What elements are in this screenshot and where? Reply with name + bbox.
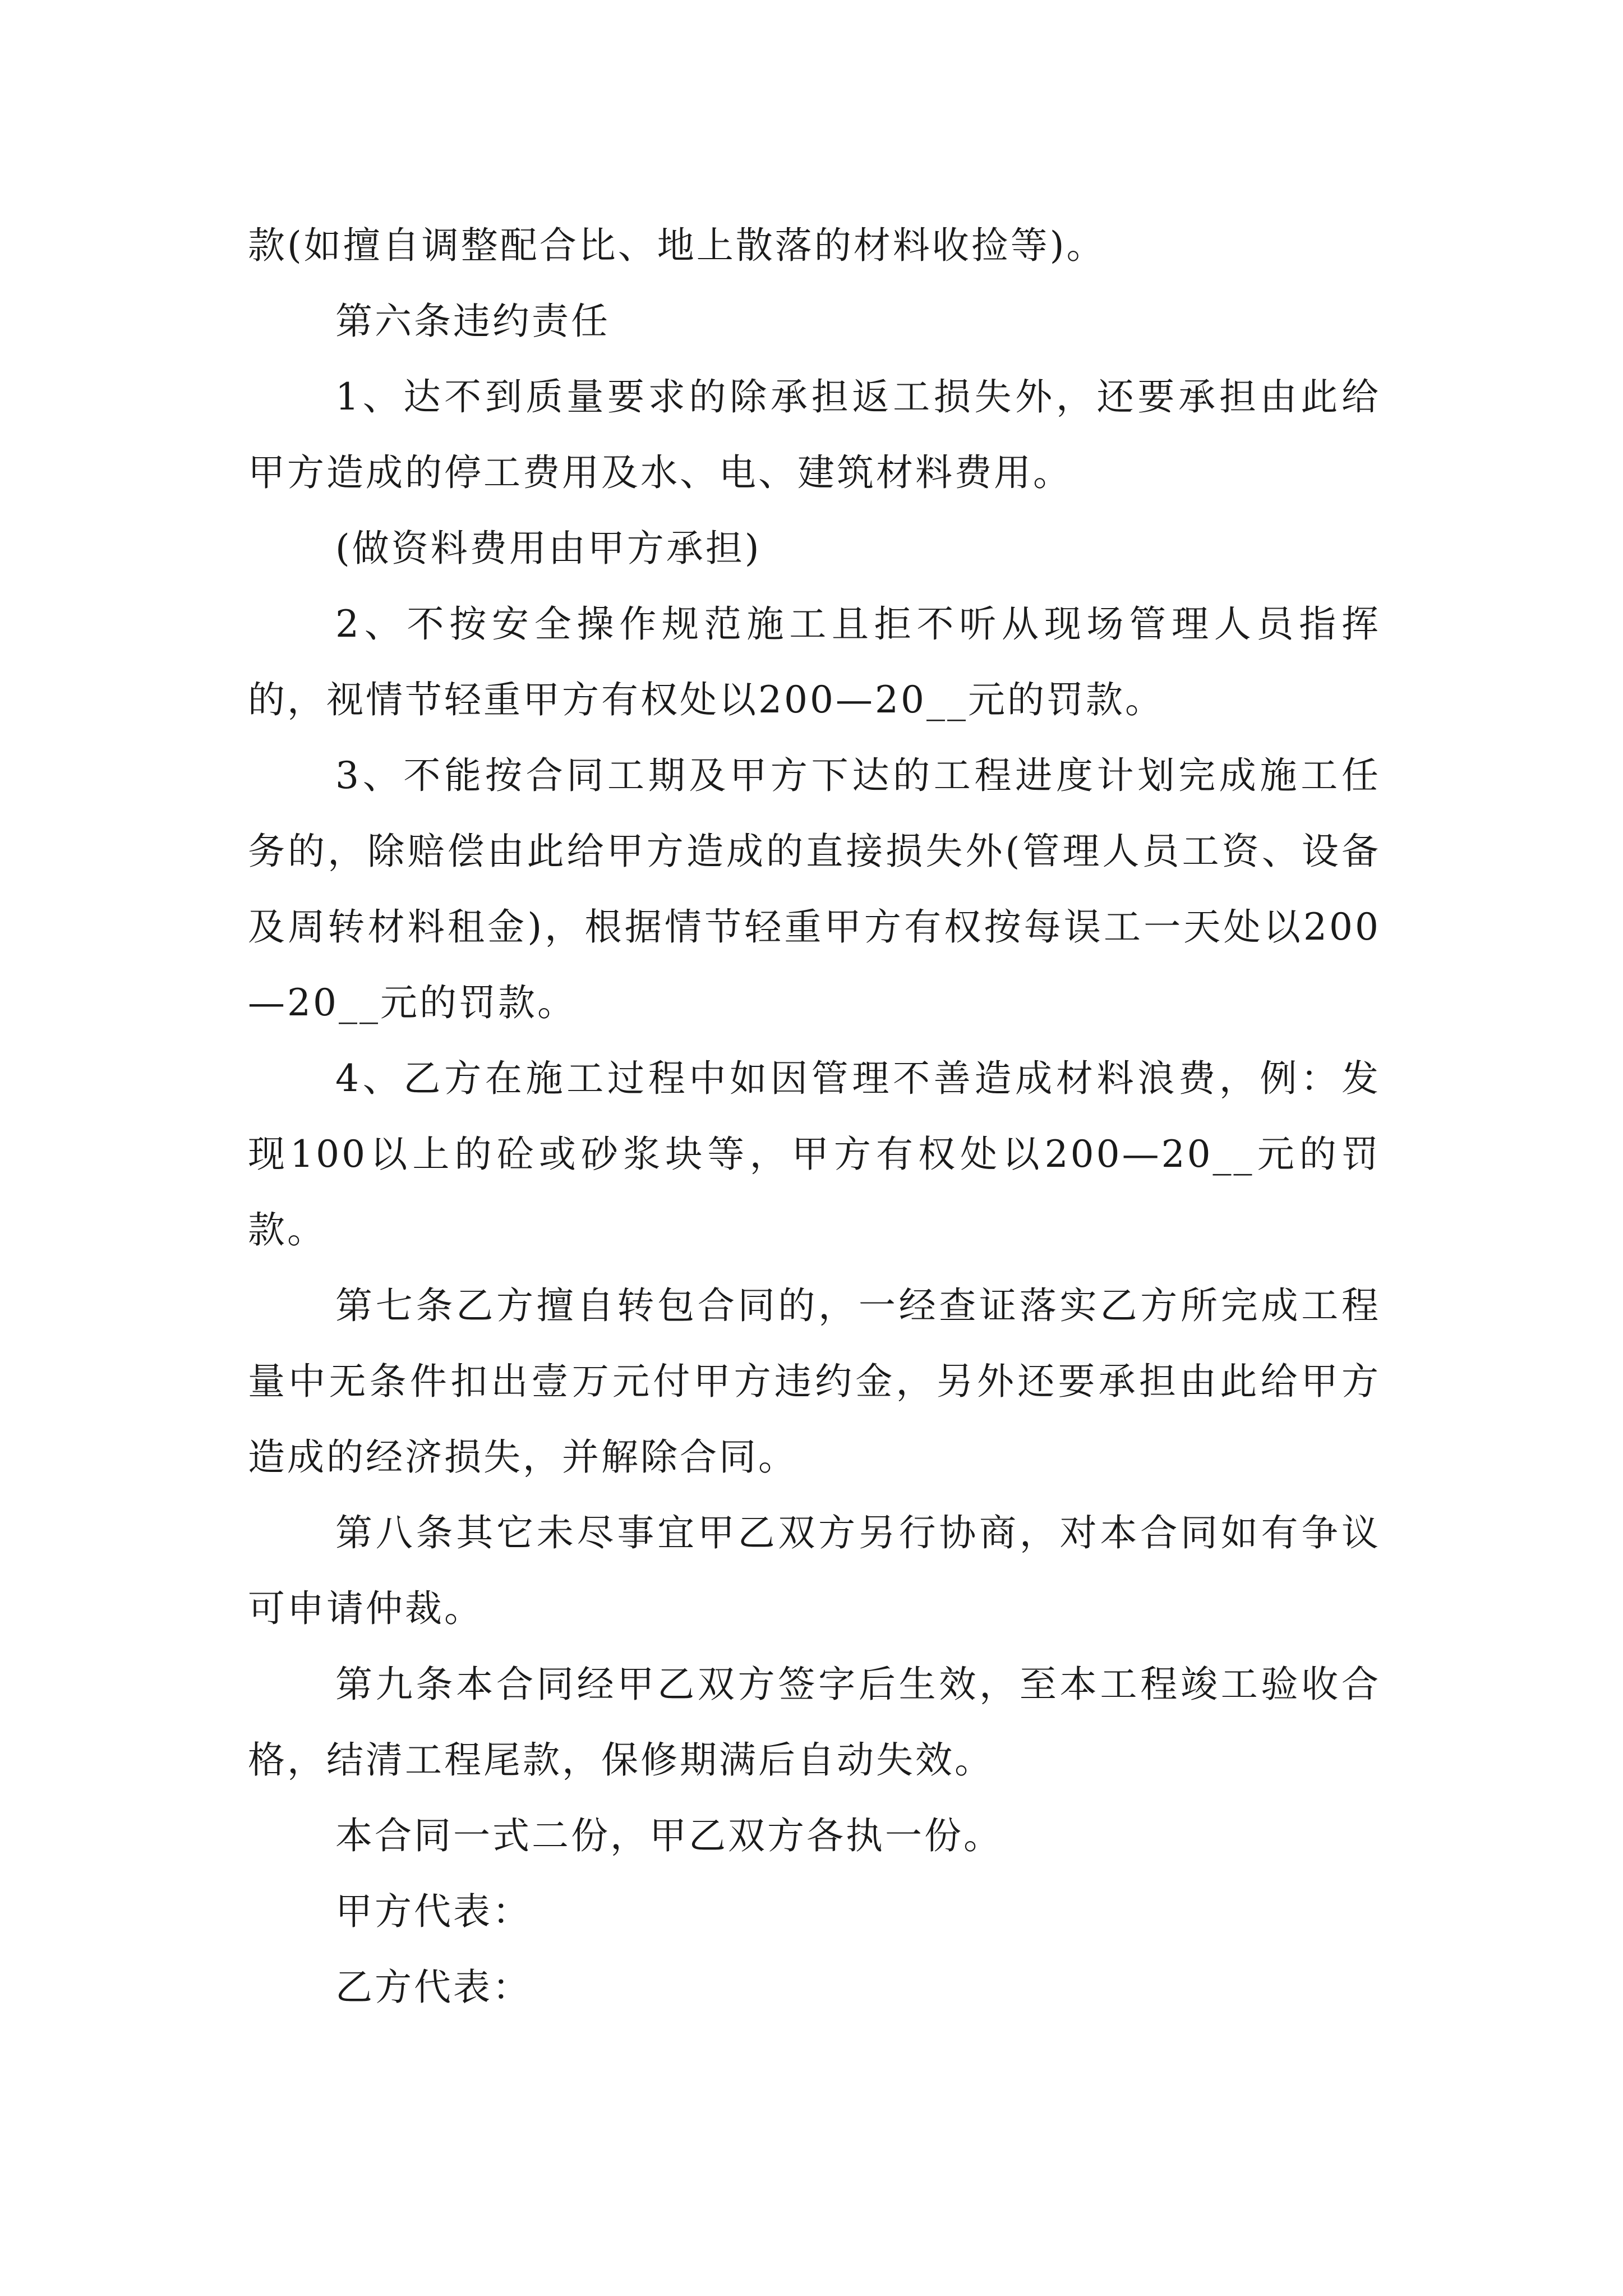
contract-body — [248, 208, 1381, 2025]
article-6-heading: 第六条违约责任 — [335, 300, 610, 343]
party-a-representative: 甲方代表： — [335, 1890, 532, 1933]
copies-statement: 本合同一式二份，甲乙双方各执一份。 — [335, 1814, 1003, 1857]
article-9-effectiveness: 第九条本合同经甲乙双方签字后生效，至本工程竣工验收合格，结清工程尾款，保修期满后自动失效。 — [248, 1663, 1381, 1782]
article-8-other-matters: 第八条其它未尽事宜甲乙双方另行协商，对本合同如有争议可申请仲裁。 — [248, 1511, 1381, 1630]
clause-note-documentation-cost: (做资料费用由甲方承担) — [335, 527, 762, 570]
clause-4-waste: 4、乙方在施工过程中如因管理不善造成材料浪费，例：发现100以上的砼或砂浆块等，甲方有权处以200—20__元的罚款。 — [248, 1057, 1381, 1251]
article-7-subcontracting: 第七条乙方擅自转包合同的，一经查证落实乙方所完成工程量中无条件扣出壹万元付甲方违约金，另外还要承担由此给甲方造成的经济损失，并解除合同。 — [248, 1284, 1381, 1479]
clause-1-quality: 1、达不到质量要求的除承担返工损失外，还要承担由此给甲方造成的停工费用及水、电、建筑材料费用。 — [248, 375, 1381, 494]
clause-2-safety: 2、不按安全操作规范施工且拒不听从现场管理人员指挥的，视情节轻重甲方有权处以200—20__元的罚款。 — [248, 602, 1381, 721]
paragraph-continuation: 款(如擅自调整配合比、地上散落的材料收捡等)。 — [248, 224, 1106, 267]
party-b-representative: 乙方代表： — [335, 1966, 532, 2009]
clause-3-schedule: 3、不能按合同工期及甲方下达的工程进度计划完成施工任务的，除赔偿由此给甲方造成的直接损失外(管理人员工资、设备及周转材料租金)，根据情节轻重甲方有权按每误工一天处以200—20__元的罚款。 — [248, 754, 1381, 1024]
